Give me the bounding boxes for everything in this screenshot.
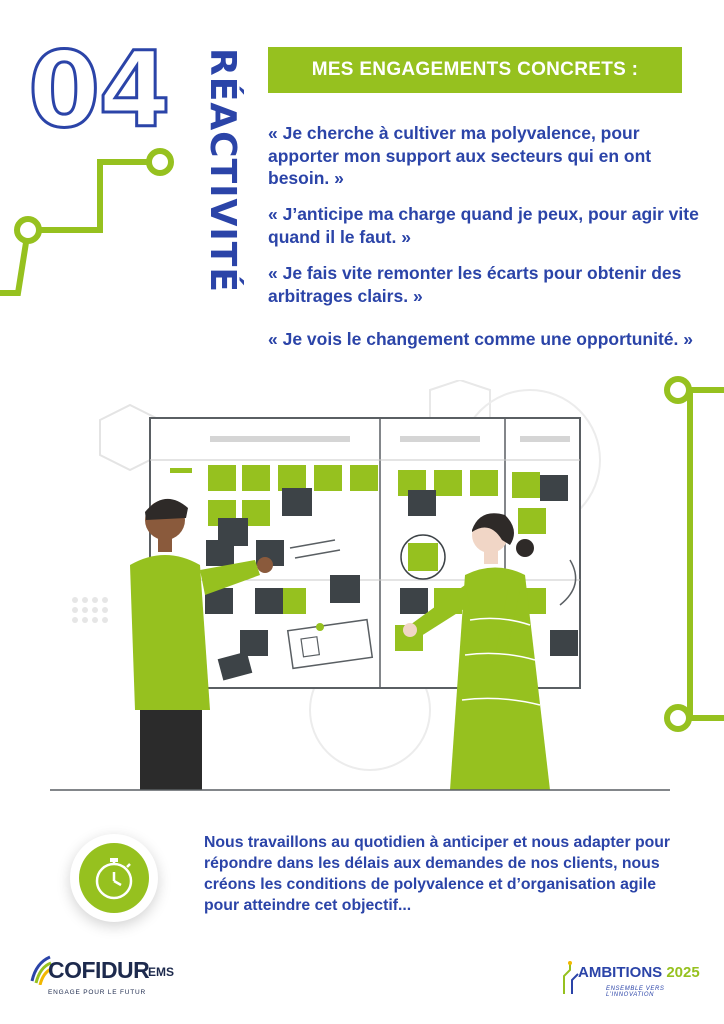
- quote-2: « J’anticipe ma charge quand je peux, pour agir vite quand il le faut. »: [268, 204, 699, 247]
- ambitions-tagline: ENSEMBLE VERS L’INNOVATION: [606, 986, 665, 998]
- circuit-line-left: [0, 140, 180, 310]
- quote-1: « Je cherche à cultiver ma polyvalence, pour apporter mon support aux secteurs qui en ont besoin. »: [268, 123, 652, 188]
- cofidur-suffix: EMS: [148, 965, 175, 979]
- quote-3: « Je fais vite remonter les écarts pour obtenir des arbitrages clairs. »: [268, 263, 682, 306]
- stopwatch-badge: [70, 834, 158, 922]
- engagements-banner: MES ENGAGEMENTS CONCRETS :: [268, 47, 682, 93]
- footer-paragraph: Nous travaillons au quotidien à anticiper et nous adapter pour répondre dans les délais aux demandes de nos clients, nous créons les conditions de polyvalence et d’organisation agile pour atteindre cet objectif...: [204, 834, 671, 914]
- ambitions-year: 2025: [666, 964, 700, 981]
- stopwatch-badge-inner: [79, 843, 149, 913]
- quote-4: « Je vois le changement comme une opportunité. »: [268, 329, 693, 349]
- section-number: 04: [28, 29, 169, 151]
- circuit-logo-icon: [560, 960, 580, 996]
- cofidur-tagline: ENGAGE POUR LE FUTUR: [48, 989, 146, 996]
- kanban-illustration: [50, 380, 670, 800]
- cofidur-name: COFIDUR: [48, 957, 150, 983]
- section-title-text: RÉACTIVITÉ: [202, 48, 243, 293]
- section-title: [200, 48, 244, 348]
- stopwatch-icon: [79, 843, 149, 913]
- ambitions-name: AMBITIONS: [578, 964, 667, 981]
- cofidur-logo: [30, 955, 200, 1005]
- ambitions-title: [578, 964, 700, 981]
- ambitions-logo: [560, 960, 710, 1004]
